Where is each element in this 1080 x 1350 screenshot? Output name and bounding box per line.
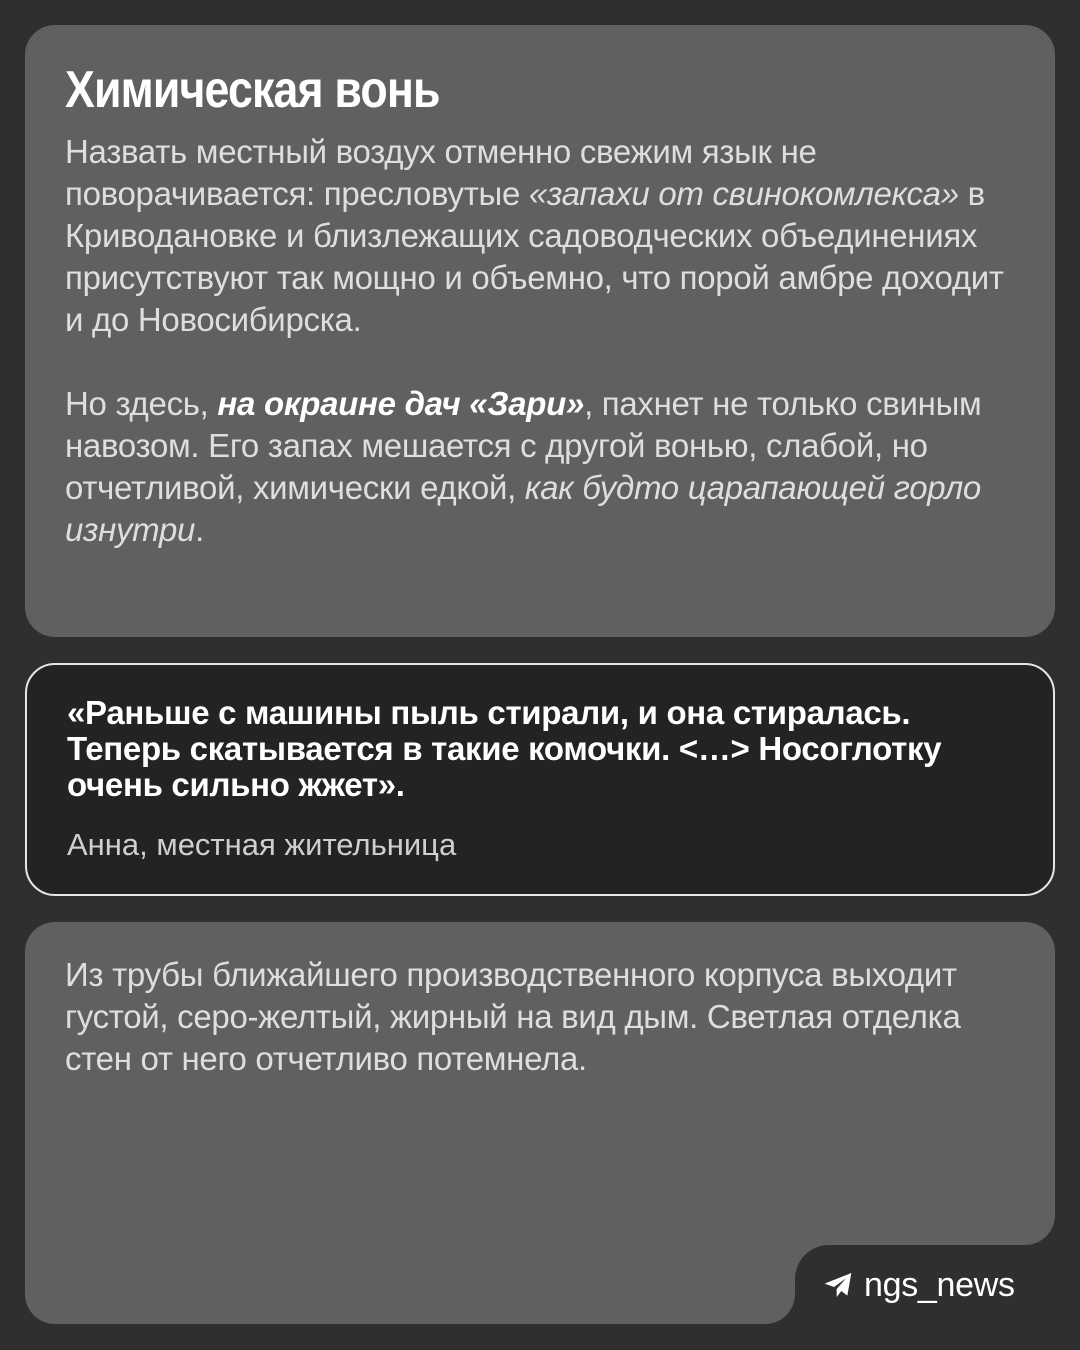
- intro-p2-italic: как будто царапающей горло изнутри: [65, 469, 981, 548]
- section-title: Химическая вонь: [65, 61, 440, 119]
- intro-p1-italic: «запахи от свинокомлекса»: [528, 175, 959, 212]
- quote-text: «Раньше с машины пыль стирали, и она стиралась. Теперь скатывается в такие комочки. <…> Носоглотку очень сильно жжет».: [67, 694, 942, 803]
- notch-corner-left: [765, 1294, 795, 1324]
- intro-card: [25, 25, 1055, 637]
- quote-author: Анна, местная жительница: [67, 827, 457, 862]
- bottom-paragraph: Из трубы ближайшего производственного корпуса выходит густой, серо-желтый, жирный на вид дым. Светлая отделка стен от него отчетливо потемнела.: [65, 956, 961, 1077]
- brand-handle-text: ngs_news: [864, 1265, 1015, 1304]
- telegram-icon: [822, 1269, 854, 1301]
- quote-card: [25, 663, 1055, 896]
- intro-p2-text-1: Но здесь,: [65, 385, 218, 422]
- intro-paragraph-2: [65, 383, 1015, 551]
- intro-p2-text-2: , пахнет не только свиным навозом. Его запах мешается с другой вонью, слабой, но отчетливой, химически едкой,: [65, 385, 982, 506]
- brand-handle[interactable]: [822, 1262, 1015, 1308]
- intro-p1-text-2: в Криводановке и близлежащих садоводческих объединениях присутствуют так мощно и объемно, что порой амбре доходит и до Новосибирска.: [65, 175, 1004, 338]
- intro-paragraph-1: [65, 131, 1015, 341]
- intro-p2-text-3: .: [195, 511, 204, 548]
- intro-p1-text-1: Назвать местный воздух отменно свежим язык не поворачивается: пресловутые: [65, 133, 817, 212]
- notch-corner-top: [1025, 1215, 1055, 1245]
- intro-p2-bold: на окраине дач «Зари»: [217, 385, 585, 422]
